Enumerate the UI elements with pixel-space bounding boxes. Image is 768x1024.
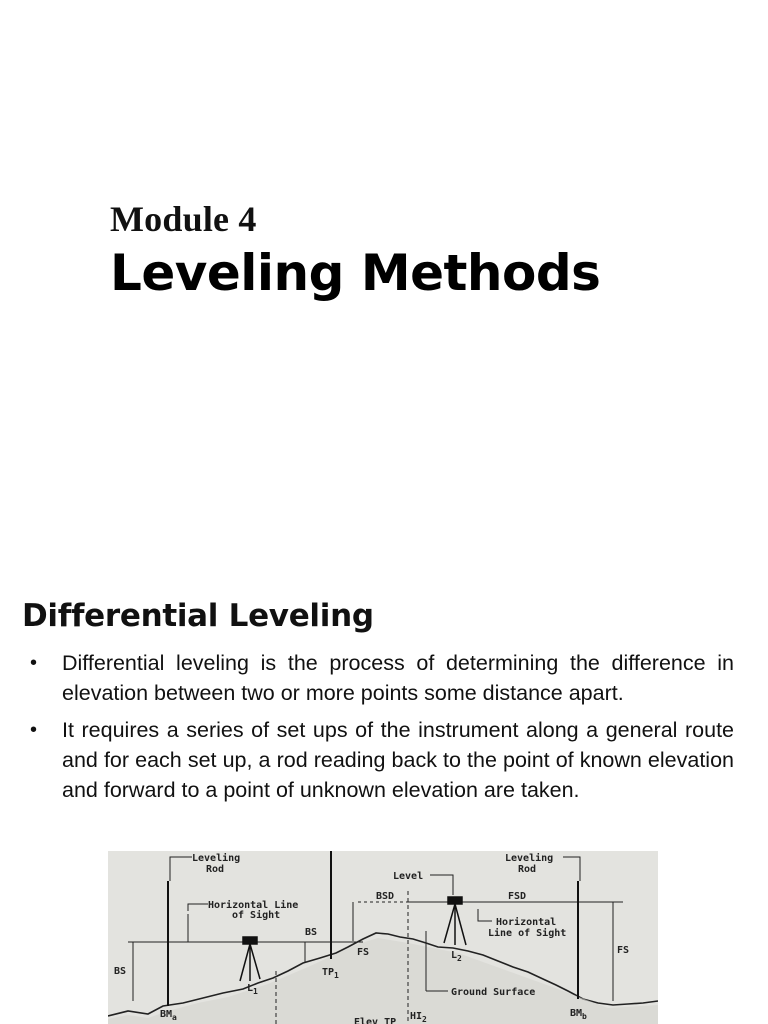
label-l2: $L_2$: [451, 950, 462, 963]
bullet-item: [30, 715, 734, 805]
label-fs-inner: FS: [357, 947, 370, 958]
label-bs-outer: BS: [114, 966, 127, 977]
slide-title: Leveling Methods: [110, 244, 601, 302]
label-fs-outer: FS: [617, 945, 630, 956]
label-ground-surface: Ground Surface: [451, 987, 536, 998]
module-label: Module 4: [110, 199, 257, 239]
bullet-icon: •: [30, 719, 38, 741]
label-level: Level: [393, 871, 424, 882]
label-tp: $TP_1$: [322, 967, 339, 980]
label-horizontal-line-left-2: of Sight: [232, 910, 281, 921]
label-bm-b: $BM_b$: [570, 1008, 587, 1021]
level-instrument-2: [444, 897, 466, 945]
label-leveling-rod-right: Leveling: [505, 853, 554, 864]
bullet-text: It requires a series of set ups of the instrument along a general route and for each set up, a rod reading back to the point of known elevation and forward to a point of unknown elevation are taken.: [62, 718, 734, 802]
label-bs-inner: BS: [305, 927, 318, 938]
content-slide: [0, 570, 768, 1024]
differential-leveling-diagram: [108, 851, 658, 1024]
bullet-text: Differential leveling is the process of determining the difference in elevation between two or more points some distance apart.: [62, 651, 734, 705]
section-title: Differential Leveling: [22, 598, 374, 634]
label-leveling-rod-left-2: Rod: [206, 864, 225, 875]
level-instrument-1: [240, 937, 260, 981]
label-horizontal-line-left: Horizontal Line: [208, 900, 299, 911]
label-bm-a: $BM_a$: [160, 1009, 177, 1022]
label-hi2: $HI_2$: [410, 1011, 427, 1024]
label-elev-tp: Elev TP: [354, 1017, 397, 1024]
label-bsd: BSD: [376, 891, 395, 902]
bullet-list: [30, 648, 734, 812]
label-horizontal-line-right-2: Line of Sight: [488, 928, 567, 939]
bullet-icon: •: [30, 652, 38, 674]
label-leveling-rod-right-2: Rod: [518, 864, 537, 875]
label-leveling-rod-left: Leveling: [192, 853, 241, 864]
bullet-item: [30, 648, 734, 708]
diagram-svg: [108, 851, 658, 1024]
label-fsd: FSD: [508, 891, 527, 902]
label-horizontal-line-right: Horizontal: [496, 917, 557, 928]
label-l1: $L_1$: [247, 983, 258, 996]
